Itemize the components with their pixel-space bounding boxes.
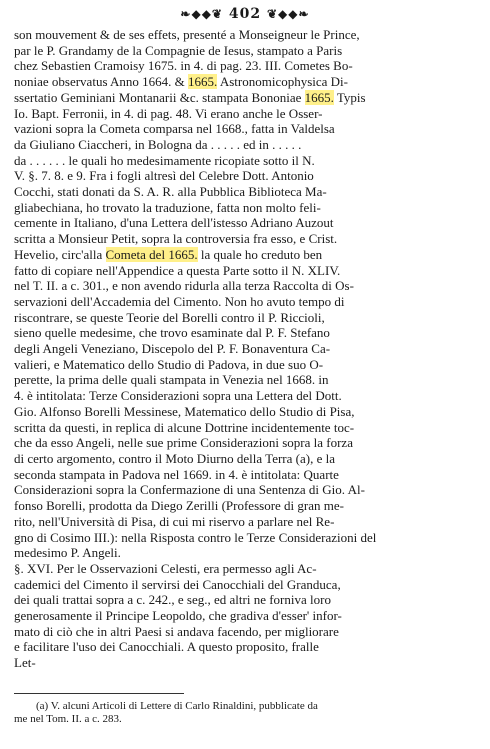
text-line: (a) V. alcuni Articoli di Lettere di Carlo Rinaldini, pubblicate da xyxy=(36,700,318,712)
highlight-mark: Cometa del 1665. xyxy=(105,246,198,262)
text-line: Hevelio, circ'alla Cometa del 1665. la quale ho creduto ben xyxy=(14,246,323,262)
page-number: 402 xyxy=(228,6,262,22)
text-line: riscontrare, se queste Teorie del Borelli contro il P. Riccioli, xyxy=(14,309,325,325)
text-line: vazioni sopra la Cometa comparsa nel 1668., fatta in Valdelsa xyxy=(14,121,335,137)
text-line: rito, nell'Università di Pisa, di cui mi riservo a parlare nel Re- xyxy=(14,513,335,529)
text-line: degli Angeli Veneziano, Discepolo del P. F. Bonaventura Ca- xyxy=(14,341,331,357)
text-line: seconda stampata in Padova nel 1669. in 4. è intitolata: Quarte xyxy=(14,466,339,482)
text-line: fonso Borelli, prodotta da Diego Zerilli (Professore di gran me- xyxy=(14,498,344,514)
footnote xyxy=(14,700,476,726)
text-line: nel T. II. a c. 301., e non avendo ridurla alla terza Raccolta di Os- xyxy=(14,278,354,294)
text-line: Cocchi, stati donati da S. A. R. alla Pubblica Biblioteca Ma- xyxy=(14,184,327,200)
text-line: §. XVI. Per le Osservazioni Celesti, era permesso agli Ac- xyxy=(14,560,317,576)
footnote-rule xyxy=(14,693,184,694)
text-line: da Giuliano Ciaccheri, in Bologna da . . . . . ed in . . . . . xyxy=(14,136,302,152)
text-line: scritta da questi, in replica di alcune Dottrine incidentemente toc- xyxy=(14,419,355,435)
page-header xyxy=(0,6,490,22)
text-line: gno di Cosimo III.): nella Risposta contro le Terze Considerazioni del xyxy=(14,529,377,545)
text-line: che da esso Angeli, nelle sue prime Considerazioni sopra la forza xyxy=(14,435,353,451)
text-line: servazioni dell'Accademia del Cimento. Non ho avuto tempo di xyxy=(14,293,345,309)
body-text xyxy=(14,27,476,671)
text-line: e facilitare l'uso dei Canocchiali. A questo proposito, fralle xyxy=(14,639,319,655)
text-line: da . . . . . . le quali ho medesimamente ricopiate sotto il N. xyxy=(14,152,315,168)
text-line: cemente in Italiano, d'una Lettera dell'istesso Adriano Auzout xyxy=(14,215,334,231)
text-line: me nel Tom. II. a c. 283. xyxy=(14,713,122,725)
text-line: perette, la prima delle quali stampata in Venezia nel 1668. in xyxy=(14,372,329,388)
text-line: Gio. Alfonso Borelli Messinese, Matematico dello Studio di Pisa, xyxy=(14,403,355,419)
text-line: generosamente il Principe Leopoldo, che gradiva d'esser' infor- xyxy=(14,608,342,624)
text-line: di certo argomento, contro il Moto Diurno della Terra (a), e la xyxy=(14,450,335,466)
text-line: mato di ciò che in altri Paesi si andava facendo, per migliorare xyxy=(14,623,339,639)
highlight-mark: 1665. xyxy=(304,89,334,105)
ornament-right: ❦◆◆❧ xyxy=(266,7,310,21)
text-line: valieri, e Matematico dello Studio di Padova, in due suo O- xyxy=(14,356,324,372)
text-line: Let- xyxy=(14,655,36,671)
text-line: scritta a Monsieur Petit, sopra la controversia fra esso, e Crist. xyxy=(14,231,338,247)
text-line: Considerazioni sopra la Confermazione di una Sentenza di Gio. Al- xyxy=(14,482,365,498)
text-line: 4. è intitolata: Terze Considerazioni sopra una Lettera del Dott. xyxy=(14,388,342,404)
text-line: ssertatio Geminiani Montanarii &c. stampata Bononiae 1665. Typis xyxy=(14,89,366,105)
text-line: medesimo P. Angeli. xyxy=(14,545,121,561)
highlight-mark: 1665. xyxy=(188,74,218,90)
text-line: chez Sebastien Cramoisy 1675. in 4. di pag. 23. III. Cometes Bo- xyxy=(14,58,353,74)
text-line: son mouvement & de ses effets, presenté a Monseigneur le Prince, xyxy=(14,27,360,42)
text-line: par le P. Grandamy de la Compagnie de Iesus, stampato a Paris xyxy=(14,42,343,58)
text-line: sieno quelle medesime, che trovo esaminate dal P. F. Stefano xyxy=(14,325,330,341)
text-line: gliabechiana, ho trovato la traduzione, fatta non molto feli- xyxy=(14,199,321,215)
ornament-left: ❧◆◆❦ xyxy=(180,7,223,21)
text-line: noniae observatus Anno 1664. & 1665. Astronomicophysica Di- xyxy=(14,74,349,90)
text-line: cademici del Cimento il servirsi dei Canocchiali del Granduca, xyxy=(14,576,341,592)
text-line: fatto di copiare nell'Appendice a questa Parte sotto il N. XLIV. xyxy=(14,262,341,278)
text-line: dei quali trattai sopra a c. 242., e seg., ed altri ne forniva loro xyxy=(14,592,331,608)
text-line: Io. Bapt. Ferronii, in 4. di pag. 48. Vi erano anche le Osser- xyxy=(14,105,323,121)
text-line: V. §. 7. 8. e 9. Fra i fogli altresì del Celebre Dott. Antonio xyxy=(14,168,314,184)
